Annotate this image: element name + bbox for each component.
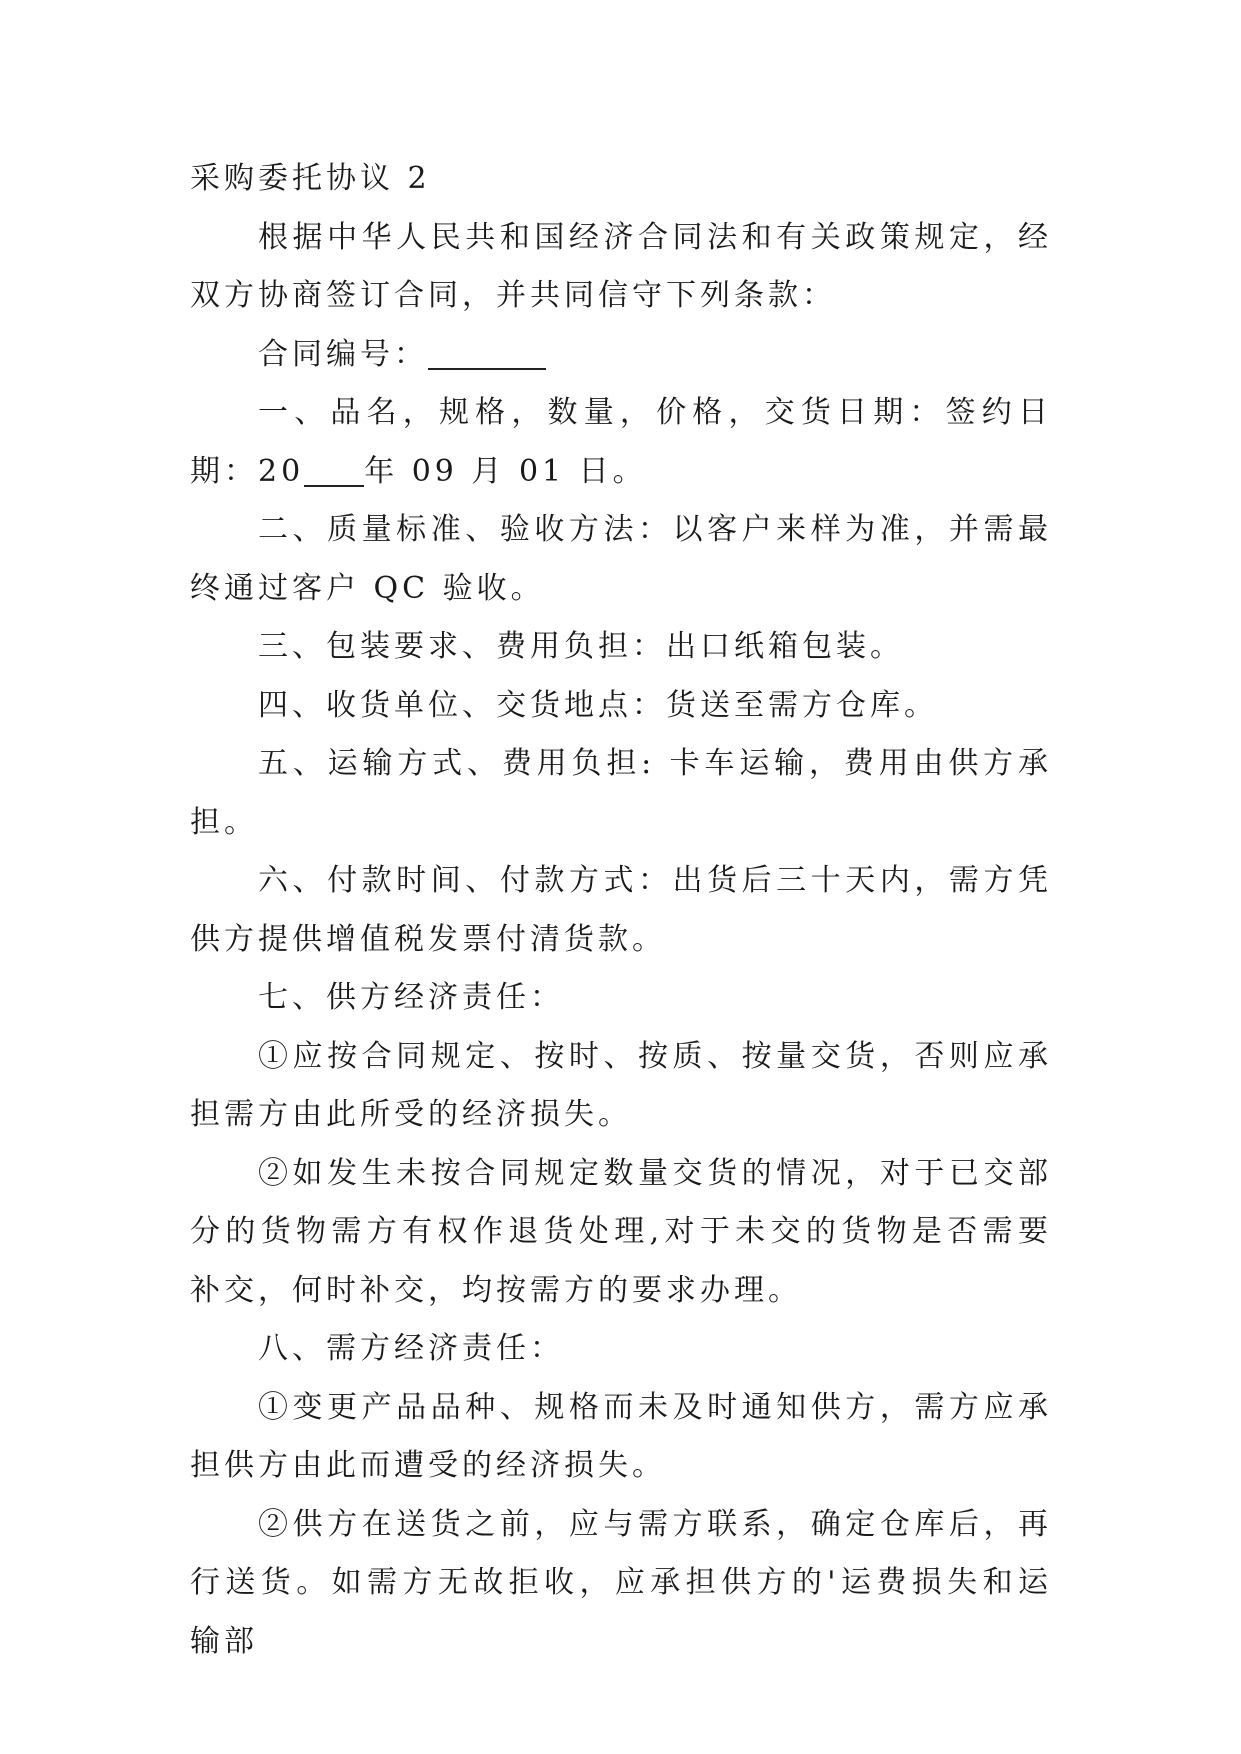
contract-number-line: [190, 326, 1052, 385]
intro-paragraph: 根据中华人民共和国经济合同法和有关政策规定，经双方协商签订合同，并共同信守下列条款：: [190, 219, 1052, 313]
clause-6: 六、付款时间、付款方式：出货后三十天内，需方凭供方提供增值税发票付清货款。: [190, 863, 1052, 957]
document-title: 采购委托协议 2: [190, 161, 431, 196]
clause-7-1: ①应按合同规定、按时、按质、按量交货，否则应承担需方由此所受的经济损失。: [190, 1038, 1052, 1132]
clause-7-2: ②如发生未按合同规定数量交货的情况，对于已交部分的货物需方有权作退货处理,对于未交的货物是否需要补交，何时补交，均按需方的要求办理。: [190, 1155, 1052, 1308]
clause-4: 四、收货单位、交货地点：货送至需方仓库。: [258, 687, 938, 723]
clause-1: [190, 384, 1052, 501]
contract-number-blank: [428, 338, 546, 370]
clause-7: 七、供方经济责任：: [258, 980, 564, 1015]
clause-8: 八、需方经济责任：: [258, 1331, 564, 1366]
document-body: [190, 150, 1052, 1671]
clause-5: 五、运输方式、费用负担: 卡车运输，费用由供方承担。: [190, 746, 1052, 840]
clause-8-2: ②供方在送货之前，应与需方联系，确定仓库后，再行送货。如需方无故拒收，应承担供方的'运费损失和运输部: [190, 1506, 1052, 1659]
clause-1-prefix: 一、品名，规格，数量，价格，交货日期：签约日期：20: [190, 395, 1052, 489]
clause-3: 三、包装要求、费用负担：出口纸箱包装。: [258, 629, 904, 664]
contract-number-label: 合同编号：: [258, 336, 428, 372]
clause-2: 二、质量标准、验收方法：以客户来样为准，并需最终通过客户 QC 验收。: [190, 512, 1052, 606]
clause-1-suffix: 年 09 月 01 日。: [364, 453, 647, 489]
clause-8-1: ①变更产品品种、规格而未及时通知供方，需方应承担供方由此而遭受的经济损失。: [190, 1389, 1052, 1483]
year-blank: [304, 455, 364, 487]
